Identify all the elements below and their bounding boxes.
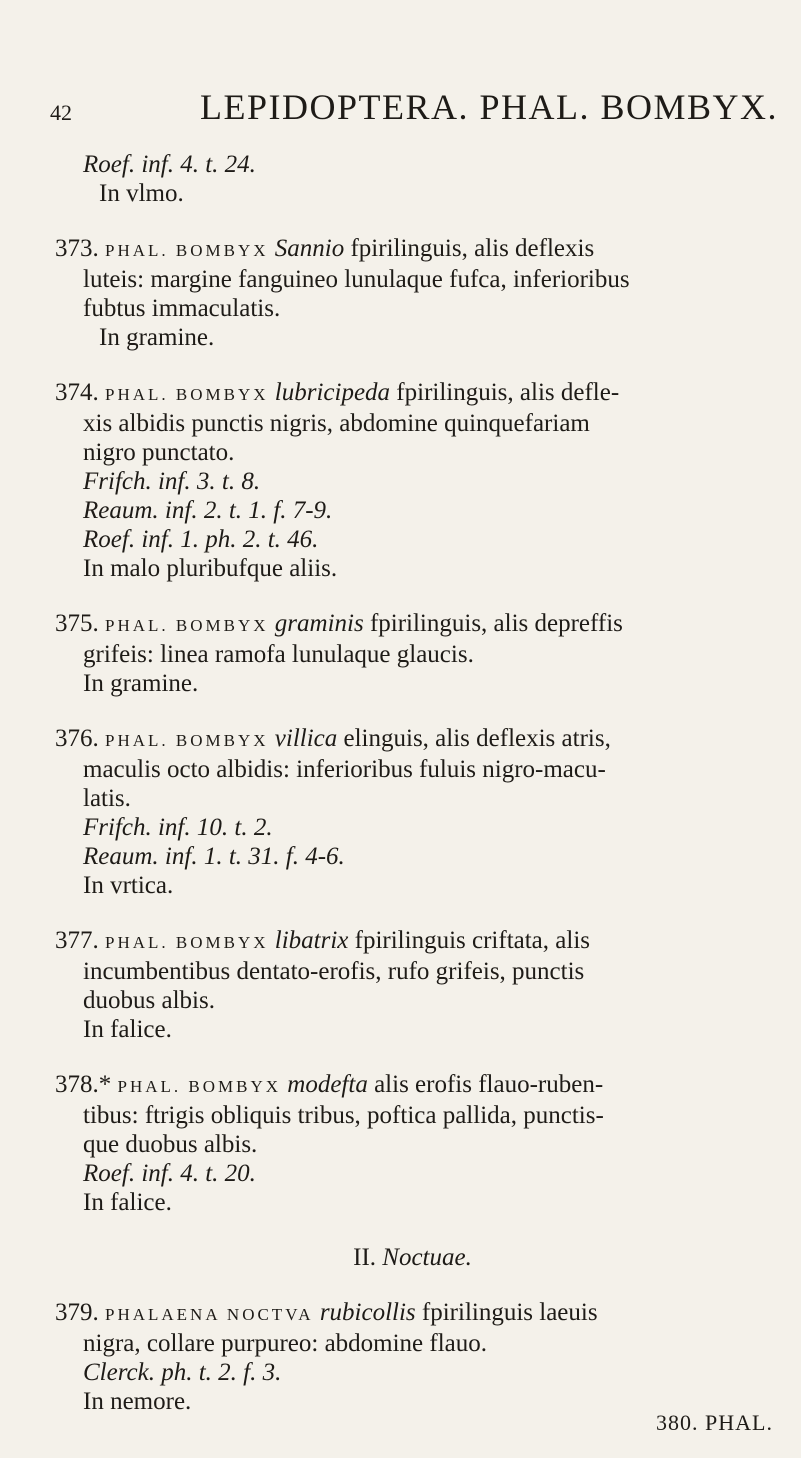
page-header xyxy=(50,86,779,134)
species-name: lubricipeda xyxy=(274,379,391,406)
habitat-line: In gramine. xyxy=(83,670,199,697)
entry-number: 376. xyxy=(55,725,99,752)
description-line: duobus albis. xyxy=(83,987,215,1014)
reference-line: Roef. inf. 1. ph. 2. t. 46. xyxy=(83,526,319,553)
entry-374 xyxy=(55,378,770,583)
description-line: luteis: margine fanguineo lunulaque fufca, inferioribus xyxy=(83,266,630,293)
reference-line: Clerck. ph. t. 2. f. 3. xyxy=(83,1359,282,1386)
entry-number: 373. xyxy=(55,235,99,262)
description-first: fpirilinguis, alis deflexis xyxy=(350,235,595,262)
section-heading xyxy=(55,1243,770,1272)
description-line: que duobus albis. xyxy=(83,1131,258,1158)
entry-377 xyxy=(55,926,770,1044)
genus-name: PHAL. BOMBYX xyxy=(105,241,269,260)
genus-name: PHAL. BOMBYX xyxy=(105,933,269,952)
description-first: elinguis, alis deflexis atris, xyxy=(343,725,611,752)
description-line: tibus: ftrigis obliquis tribus, poftica pallida, punctis- xyxy=(83,1102,604,1129)
reference-line: Frifch. inf. 3. t. 8. xyxy=(83,468,261,495)
species-name: Sannio xyxy=(274,235,345,262)
genus-name: PHAL. BOMBYX xyxy=(117,1077,282,1096)
entry-373 xyxy=(55,234,770,352)
habitat-line: In vlmo. xyxy=(99,180,184,207)
habitat-line: In falice. xyxy=(83,1016,172,1043)
description-first: alis erofis flauo-ruben- xyxy=(374,1071,604,1098)
entry-number: 378.* xyxy=(55,1071,112,1098)
description-line: nigro punctato. xyxy=(83,439,235,466)
entry-376 xyxy=(55,724,770,900)
running-title: LEPIDOPTERA. PHAL. BOMBYX. xyxy=(200,87,779,127)
description-line: incumbentibus dentato-erofis, rufo grifeis, punctis xyxy=(83,958,585,985)
reference-line: Frifch. inf. 10. t. 2. xyxy=(83,814,273,841)
page-number: 42 xyxy=(50,100,72,125)
genus-name: PHAL. BOMBYX xyxy=(105,616,269,635)
entry-379 xyxy=(55,1298,770,1416)
entry-number: 377. xyxy=(55,927,99,954)
habitat-line: In falice. xyxy=(83,1189,172,1216)
reference-line: Reaum. inf. 2. t. 1. f. 7-9. xyxy=(83,497,333,524)
species-name: graminis xyxy=(274,610,364,637)
description-line: nigra, collare purpureo: abdomine flauo. xyxy=(83,1330,488,1357)
description-line: latis. xyxy=(83,785,131,812)
habitat-line: In nemore. xyxy=(83,1388,192,1415)
description-first: fpirilinguis, alis defle- xyxy=(396,379,620,406)
section-numeral: II. xyxy=(353,1244,377,1271)
description-first: fpirilinguis criftata, alis xyxy=(354,927,590,954)
description-line: maculis octo albidis: inferioribus fuluis nigro-macu- xyxy=(83,756,606,783)
description-first: fpirilinguis laeuis xyxy=(421,1299,598,1326)
species-name: libatrix xyxy=(274,927,349,954)
page-text xyxy=(55,150,770,1442)
genus-name: PHAL. BOMBYX xyxy=(105,731,269,750)
entry-number: 379. xyxy=(55,1299,99,1326)
section-title: Noctuae. xyxy=(382,1244,472,1271)
catchword: 380. PHAL. xyxy=(656,1410,773,1435)
entry-375 xyxy=(55,609,770,698)
species-name: villica xyxy=(274,725,338,752)
entry-number: 374. xyxy=(55,379,99,406)
entry-continuation xyxy=(55,150,770,208)
description-line: xis albidis punctis nigris, abdomine quinquefariam xyxy=(83,410,590,437)
habitat-line: In vrtica. xyxy=(83,872,174,899)
habitat-line: In malo pluribufque aliis. xyxy=(83,555,338,582)
entry-number: 375. xyxy=(55,610,99,637)
description-first: fpirilinguis, alis depreffis xyxy=(369,610,623,637)
description-line: fubtus immaculatis. xyxy=(83,295,281,322)
genus-name: PHALAENA NOCTVA xyxy=(105,1305,314,1324)
entry-378 xyxy=(55,1070,770,1217)
species-name: rubicollis xyxy=(319,1299,416,1326)
habitat-line: In gramine. xyxy=(99,324,215,351)
reference-line: Reaum. inf. 1. t. 31. f. 4-6. xyxy=(83,843,345,870)
reference-line: Roef. inf. 4. t. 20. xyxy=(83,1160,256,1187)
species-name: modefta xyxy=(287,1071,368,1098)
description-line: grifeis: linea ramofa lunulaque glaucis. xyxy=(83,641,474,668)
genus-name: PHAL. BOMBYX xyxy=(105,385,269,404)
reference-line: Roef. inf. 4. t. 24. xyxy=(83,151,256,178)
